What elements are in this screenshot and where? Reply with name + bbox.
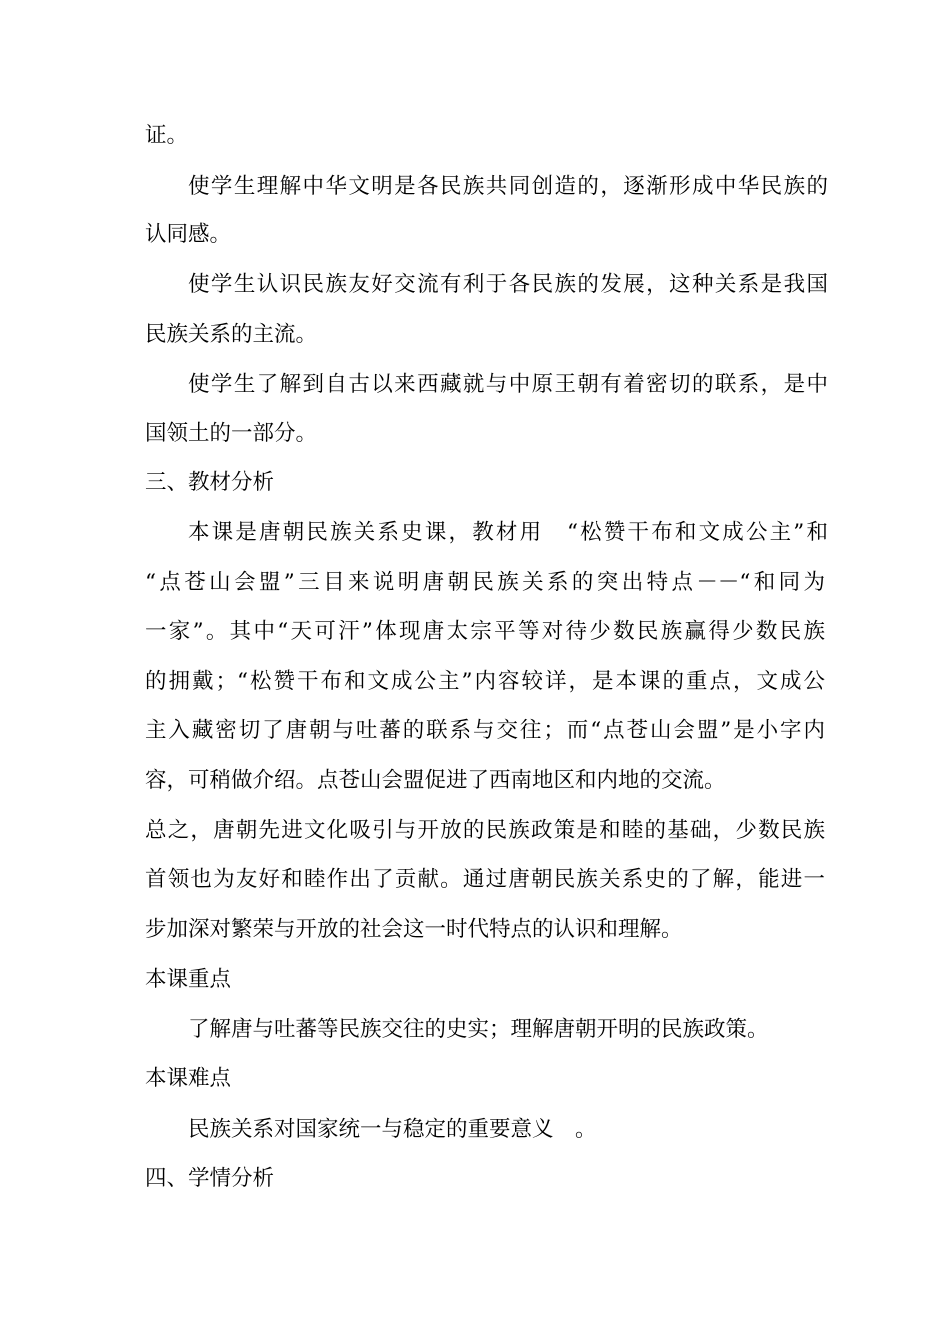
text-line: 的拥戴；“松赞干布和文成公主”内容较详，是本课的重点，文成公 [145, 669, 825, 694]
text-line: 一家”。其中“天可汗”体现唐太宗平等对待少数民族赢得少数民族 [145, 619, 825, 644]
text-line: 本课是唐朝民族关系史课，教材用 “松赞干布和文成公主”和 [188, 520, 828, 545]
text-line: 民族关系对国家统一与稳定的重要意义 。 [188, 1117, 597, 1142]
text-line: 使学生认识民族友好交流有利于各民族的发展，这种关系是我国 [188, 272, 828, 297]
text-line: 证。 [145, 123, 189, 148]
text-line: 使学生了解到自古以来西藏就与中原王朝有着密切的联系，是中 [188, 372, 828, 397]
section-heading: 四、学情分析 [145, 1166, 275, 1191]
text-line: 了解唐与吐蕃等民族交往的史实；理解唐朝开明的民族政策。 [188, 1017, 769, 1042]
text-line: 主入藏密切了唐朝与吐蕃的联系与交往；而“点苍山会盟”是小字内 [145, 718, 825, 743]
text-line: 认同感。 [145, 222, 232, 247]
text-line: “点苍山会盟”三目来说明唐朝民族关系的突出特点－－“和同为 [145, 570, 825, 595]
text-line: 首领也为友好和睦作出了贡献。通过唐朝民族关系史的了解，能进一 [145, 867, 825, 892]
text-line: 使学生理解中华文明是各民族共同创造的，逐渐形成中华民族的 [188, 174, 828, 199]
text-line: 国领土的一部分。 [145, 421, 318, 446]
section-heading: 三、教材分析 [145, 470, 275, 495]
text-line: 民族关系的主流。 [145, 322, 318, 347]
text-line: 容，可稍做介绍。点苍山会盟促进了西南地区和内地的交流。 [145, 768, 726, 793]
section-heading: 本课重点 [145, 967, 232, 992]
text-line: 总之，唐朝先进文化吸引与开放的民族政策是和睦的基础，少数民族 [145, 818, 825, 843]
text-line: 步加深对繁荣与开放的社会这一时代特点的认识和理解。 [145, 917, 683, 942]
section-heading: 本课难点 [145, 1066, 232, 1091]
